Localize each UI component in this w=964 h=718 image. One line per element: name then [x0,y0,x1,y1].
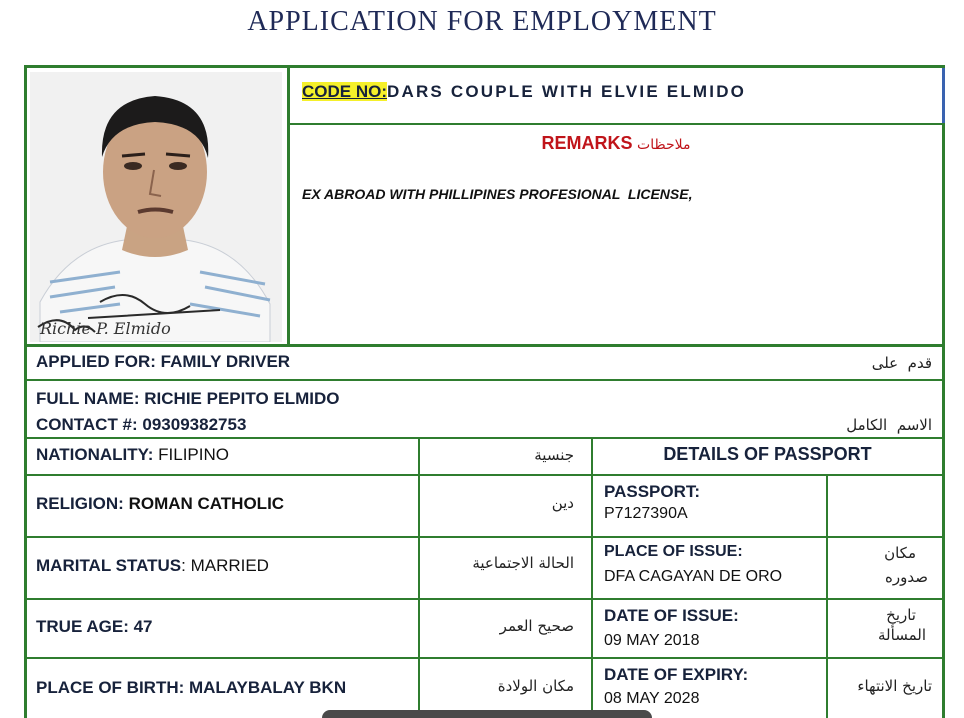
date-of-issue-ar-2: المسألة [878,626,926,644]
col-line-passport [591,437,593,718]
date-of-expiry: 08 MAY 2028 [604,690,700,707]
place-of-issue-ar-2: صدوره [885,568,928,586]
true-age: TRUE AGE: 47 [36,617,153,636]
contact-number: CONTACT #: 09309382753 [36,415,247,434]
applied-for: APPLIED FOR: FAMILY DRIVER [36,352,291,371]
applicant-photo [30,72,282,342]
place-of-issue-label: PLACE OF ISSUE: [604,543,743,560]
date-of-expiry-ar: تاريخ الانتهاء [857,677,932,695]
frame-left [24,65,27,718]
frame-top [24,65,945,68]
svg-text:Richie P. Elmido: Richie P. Elmido [40,319,171,338]
page-title: APPLICATION FOR EMPLOYMENT [247,6,717,37]
date-of-issue-label: DATE OF ISSUE: [604,606,739,625]
photo-divider [287,65,290,345]
row-line-3 [24,437,945,439]
nationality-value: FILIPINO [153,445,229,464]
place-of-issue: DFA CAGAYAN DE ORO [604,568,783,585]
full-name: FULL NAME: RICHIE PEPITO ELMIDO [36,389,340,408]
applicant-photo-icon [30,72,282,342]
marital-value: : MARRIED [181,556,269,575]
passport-number-label: PASSPORT: [604,482,701,501]
col-line-passport-ar [826,474,828,718]
nationality-label: NATIONALITY: [36,445,154,464]
place-of-issue-ar-1: مكان [884,544,916,562]
birth-ar: مكان الولادة [497,677,574,695]
remarks-heading [290,133,942,154]
passport-heading: DETAILS OF PASSPORT [663,444,872,464]
applied-for-ar: قدم على [871,354,932,372]
full-name-ar: الاسم الكامل [846,416,932,434]
marital-ar: الحالة الاجتماعية [472,554,574,572]
col-line-arabic [418,437,420,718]
row-line-5 [24,536,945,538]
remarks-label-ar: ملاحظات [637,137,691,153]
date-of-issue: 09 MAY 2018 [604,632,700,649]
place-of-birth: PLACE OF BIRTH: MALAYBALAY BKN [36,678,347,697]
religion [36,494,284,514]
religion-label: RELIGION: [36,494,124,513]
code-value: DARS COUPLE WITH ELVIE ELMIDO [387,82,747,101]
code-divider [287,123,945,125]
date-of-expiry-label: DATE OF EXPIRY: [604,665,749,684]
code-edge [942,68,945,123]
row-line-4 [24,474,945,476]
row-line-1 [24,344,945,347]
age-ar: صحيح العمر [499,617,574,635]
date-of-issue-ar-1: تاريخ [886,606,916,624]
marital-label: MARITAL STATUS [36,556,182,575]
marital-status [36,556,269,576]
remarks-text: EX ABROAD WITH PHILLIPINES PROFESIONAL LICENSE, [302,186,693,202]
code-number [302,82,932,106]
row-line-2 [24,379,945,381]
row-line-6 [24,598,945,600]
remarks-label: REMARKS [541,133,633,153]
passport-number: P7127390A [604,505,688,522]
religion-value: ROMAN CATHOLIC [123,494,285,513]
row-line-7 [24,657,945,659]
frame-right [942,65,945,718]
nationality-ar: جنسية [534,446,574,464]
code-label: CODE NO: [302,82,387,101]
viewer-toolbar[interactable] [322,710,652,718]
nationality [36,445,229,465]
religion-ar: دين [551,494,574,512]
